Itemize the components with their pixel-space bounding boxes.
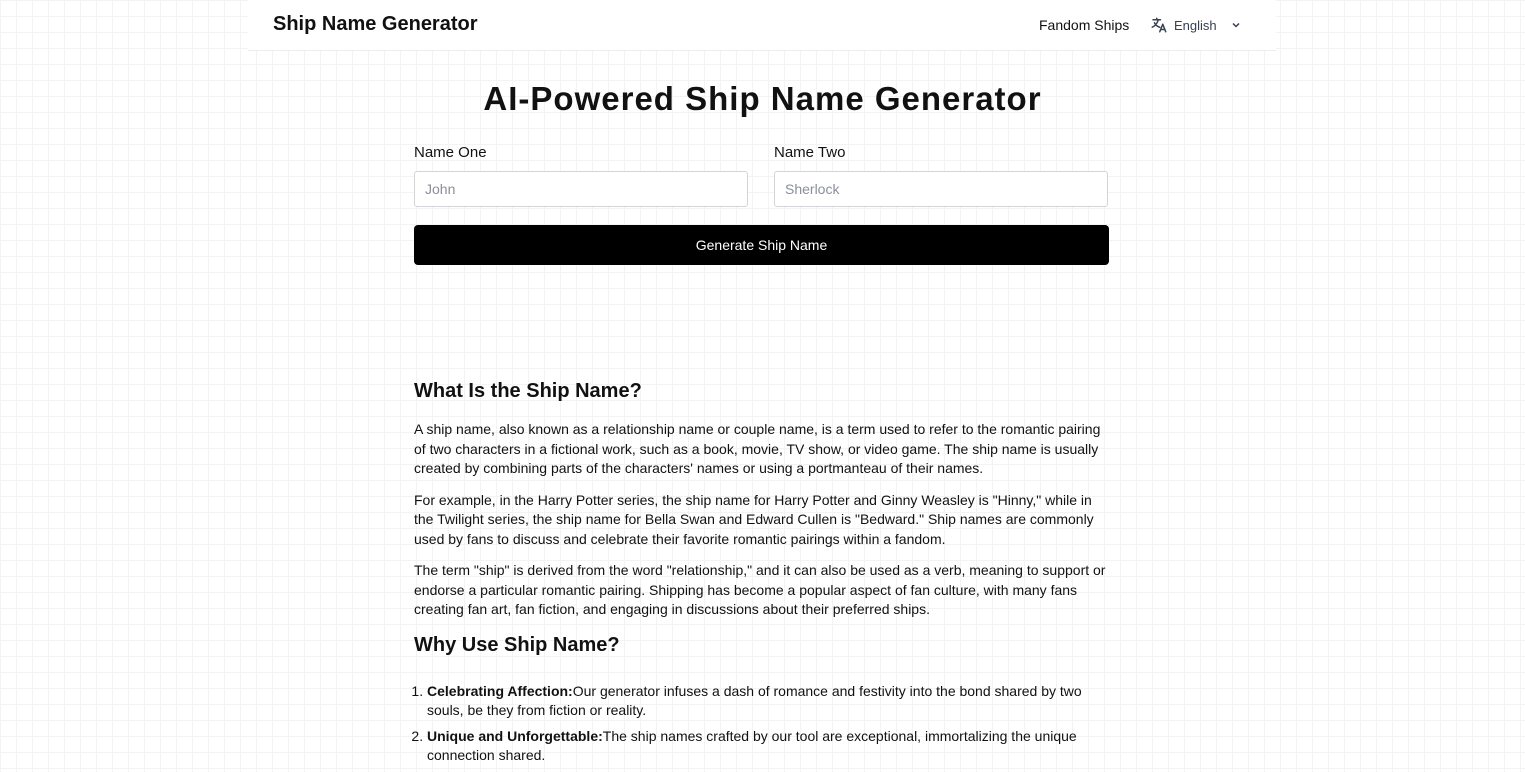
site-header xyxy=(248,0,1276,51)
language-label: English xyxy=(1174,17,1217,33)
name-one-label: Name One xyxy=(414,144,487,161)
chevron-down-icon xyxy=(1231,20,1241,30)
language-selector[interactable] xyxy=(1150,16,1247,34)
section-heading: What Is the Ship Name? xyxy=(414,380,642,402)
paragraph: A ship name, also known as a relationship name or couple name, is a term used to refer to the romantic pairing of two characters in a fictional work, such as a book, movie, TV show, or video game. The ship name is usually created by combining parts of the characters' names or using a portmanteau of their names. xyxy=(414,421,1101,476)
generate-button[interactable]: Generate Ship Name xyxy=(414,225,1109,265)
name-two-field xyxy=(774,144,1108,207)
reason-title: Celebrating Affection: xyxy=(427,682,573,699)
reason-text: The ship names crafted by our tool are exceptional, immortalizing the unique connection shared. xyxy=(427,727,1077,763)
nav-fandom-ships[interactable]: Fandom Ships xyxy=(1039,17,1130,33)
paragraph: For example, in the Harry Potter series, the ship name for Harry Potter and Ginny Weasley is "Hinny," while in the Twilight series, the ship name for Bella Swan and Edward Cullen is "Bedward." Ship names are commonly used by fans to discuss and celebrate their favorite romantic pairings within a fandom. xyxy=(414,491,1094,547)
name-one-input[interactable] xyxy=(414,171,748,207)
list-item xyxy=(427,727,1109,766)
name-two-label: Name Two xyxy=(774,144,846,161)
brand-logo[interactable]: Ship Name Generator xyxy=(273,13,478,35)
reasons-list xyxy=(414,682,1109,766)
page-title: AI-Powered Ship Name Generator xyxy=(483,80,1042,117)
list-item xyxy=(427,682,1109,721)
translate-icon xyxy=(1150,16,1168,34)
reason-text: Our generator infuses a dash of romance and festivity into the bond shared by two souls, be they from fiction or reality. xyxy=(427,682,1082,718)
reason-title: Unique and Unforgettable: xyxy=(427,727,603,744)
article xyxy=(414,378,1109,772)
section-heading: Why Use Ship Name? xyxy=(414,633,620,656)
paragraph: The term "ship" is derived from the word "relationship," and it can also be used as a verb, meaning to support or endorse a particular romantic pairing. Shipping has become a popular aspect of fan culture, with many fans creating fan art, fan fiction, and engaging in discussions about their preferred ships. xyxy=(414,562,1106,617)
name-two-input[interactable] xyxy=(774,171,1108,207)
name-one-field xyxy=(414,144,748,207)
